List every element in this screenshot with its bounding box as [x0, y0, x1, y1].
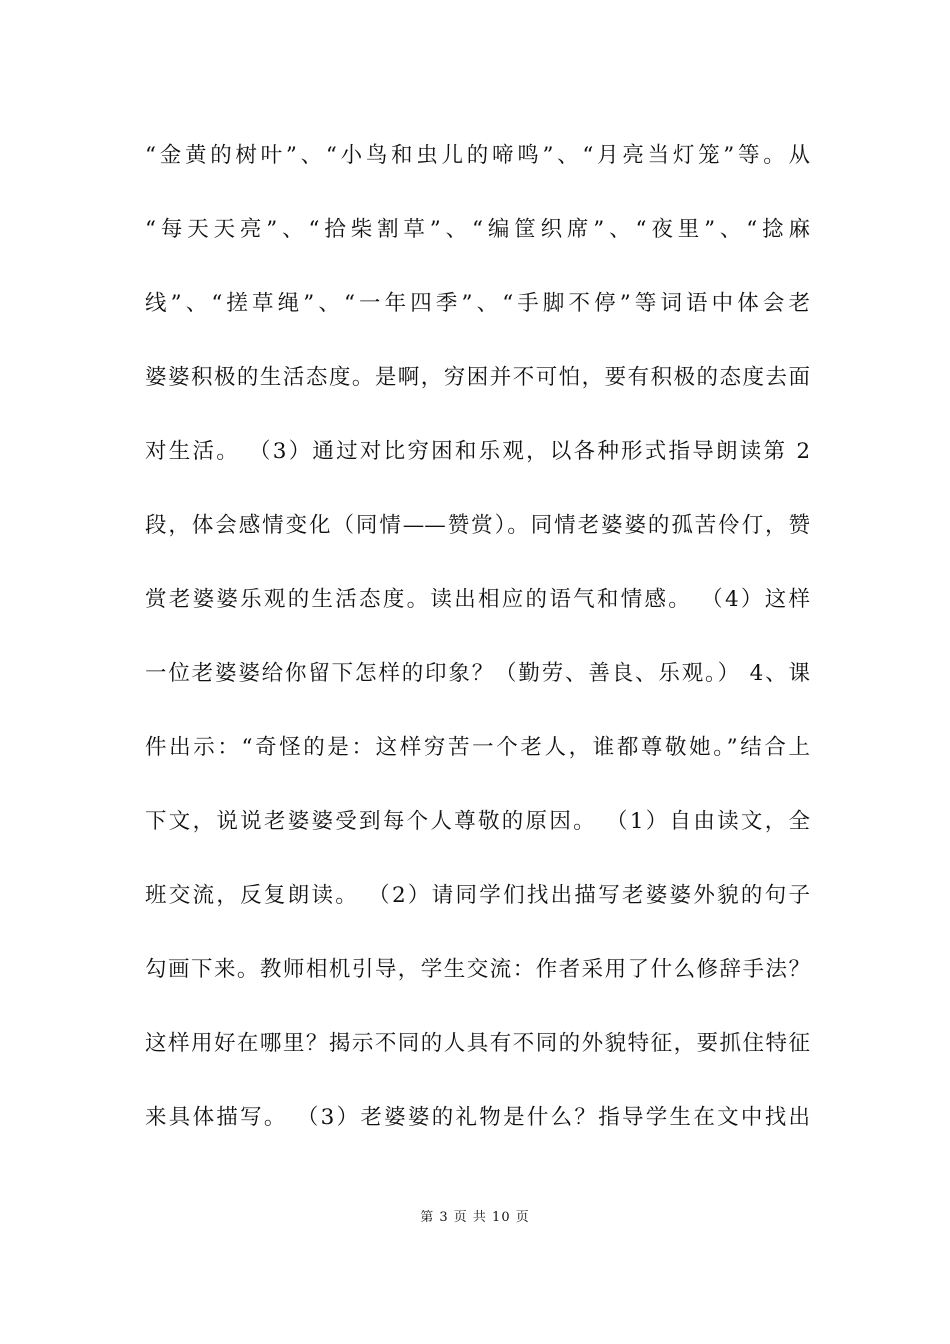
text-line: 下文，说说老婆婆受到每个人尊敬的原因。 （1）自由读文，全	[145, 809, 810, 834]
page-number-footer: 第 3 页 共 10 页	[420, 1210, 530, 1225]
text-line: 来具体描写。 （3）老婆婆的礼物是什么？指导学生在文中找出	[145, 1105, 810, 1130]
text-line: 段，体会感情变化（同情——赞赏）。同情老婆婆的孤苦伶仃，赞	[145, 513, 810, 538]
text-line: 这样用好在哪里？揭示不同的人具有不同的外貌特征，要抓住特征	[145, 1031, 810, 1056]
text-line: 赏老婆婆乐观的生活态度。读出相应的语气和情感。 （4）这样	[145, 587, 810, 612]
text-line: 线”、“搓草绳”、“一年四季”、“手脚不停”等词语中体会老	[145, 291, 810, 316]
text-line: 件出示：“奇怪的是：这样穷苦一个老人，谁都尊敬她。”结合上	[145, 735, 810, 760]
text-line: “每天天亮”、“拾柴割草”、“编筐织席”、“夜里”、“捻麻	[145, 217, 810, 242]
text-line: 婆婆积极的生活态度。是啊，穷困并不可怕，要有积极的态度去面	[145, 365, 810, 390]
text-line: 一位老婆婆给你留下怎样的印象？（勤劳、善良、乐观。） 4、课	[145, 661, 810, 686]
text-line: 对生活。 （3）通过对比穷困和乐观，以各种形式指导朗读第 2	[145, 439, 810, 464]
body-text	[145, 132, 810, 1168]
text-line: 班交流，反复朗读。 （2）请同学们找出描写老婆婆外貌的句子	[145, 883, 810, 908]
text-line: “金黄的树叶”、“小鸟和虫儿的啼鸣”、“月亮当灯笼”等。从	[145, 143, 810, 168]
text-line: 勾画下来。教师相机引导，学生交流：作者采用了什么修辞手法？	[145, 957, 810, 982]
